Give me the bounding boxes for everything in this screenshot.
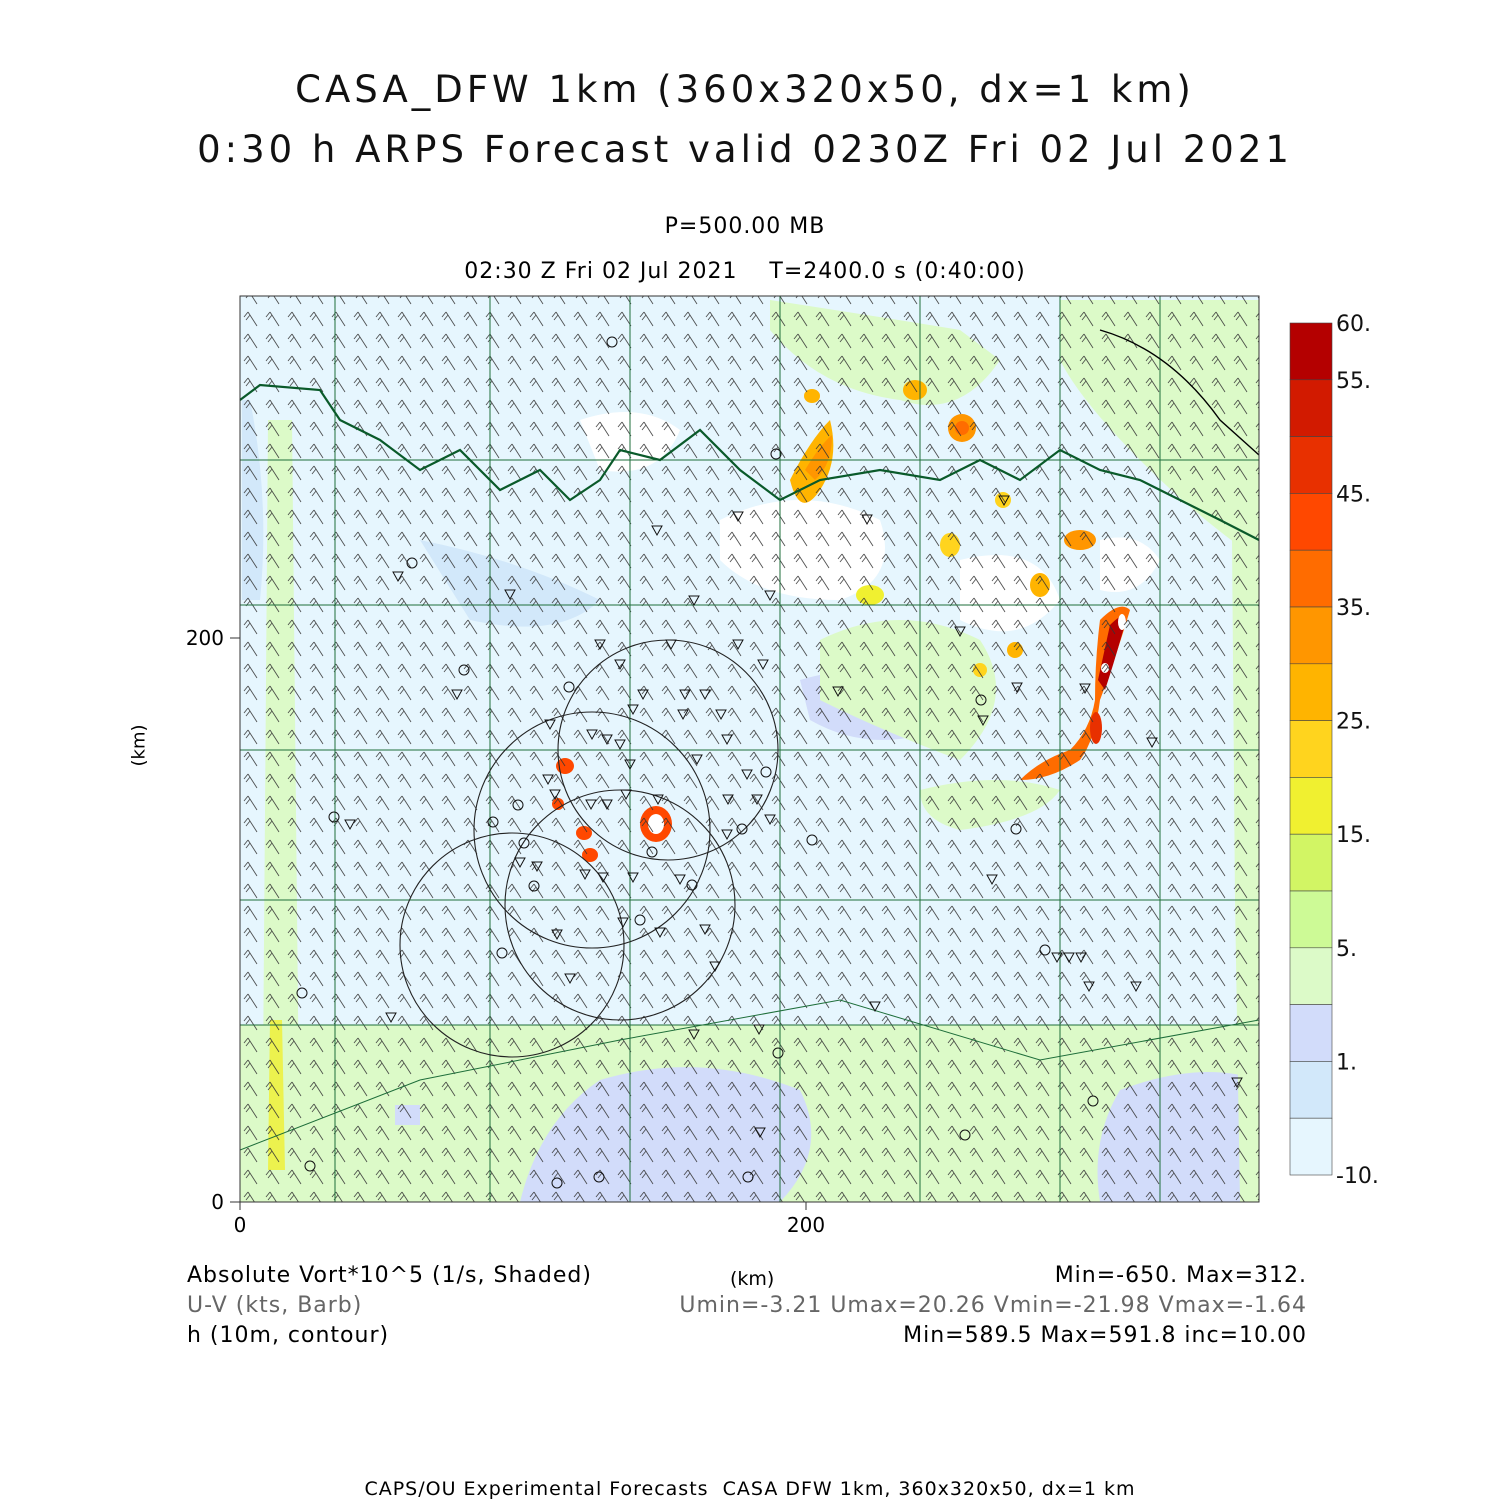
storm-cell-north-core	[805, 435, 832, 480]
vort-lavender-region	[1098, 1072, 1260, 1202]
h-stats: Min=589.5 Max=591.8 inc=10.00	[903, 1323, 1307, 1348]
credit-line: CAPS/OU Experimental Forecasts CASA DFW 1km, 360x320x50, dx=1 km	[364, 1478, 1136, 1500]
storm-cell	[973, 663, 987, 677]
dfw-cell	[576, 826, 592, 840]
state-boundary	[240, 385, 1259, 540]
vort-yellow-strip	[268, 1020, 285, 1170]
vort-green-strip	[262, 420, 300, 1202]
valid-time-label: 02:30 Z Fri 02 Jul 2021 T=2400.0 s (0:40:00)	[464, 259, 1026, 284]
storm-cell	[995, 492, 1011, 508]
uv-stats: Umin=-3.21 Umax=20.26 Vmin=-21.98 Vmax=-1.64	[679, 1293, 1307, 1318]
vort-white-region	[720, 500, 885, 600]
vort-green-region	[820, 620, 996, 760]
vort-stats: Min=-650. Max=312.	[1054, 1263, 1307, 1288]
colorbar-swatch	[1290, 550, 1332, 607]
dfw-cell-core	[1118, 614, 1126, 630]
storm-cell-north	[790, 420, 833, 503]
storm-cell	[940, 533, 960, 557]
colorbar-label: 25.	[1336, 709, 1371, 735]
background-shading	[240, 296, 1259, 1202]
colorbar-swatch	[1290, 891, 1332, 948]
colorbar-swatch	[1290, 721, 1332, 778]
chart-subtitle: 0:30 h ARPS Forecast valid 0230Z Fri 02 Jul 2021	[197, 128, 1293, 171]
y-axis-label: (km)	[128, 724, 150, 767]
y-tick-label: 0	[211, 1190, 224, 1214]
squall-core	[1098, 616, 1126, 690]
storm-cells	[552, 380, 1130, 862]
squall-core	[1090, 712, 1102, 744]
colorbar-swatch	[1290, 493, 1332, 550]
vort-white-region	[1100, 538, 1160, 593]
colorbar-swatch	[1290, 1118, 1332, 1175]
vort-white-region	[960, 555, 1060, 631]
wind-barbs-layer	[240, 296, 1259, 1202]
county-boundaries	[240, 296, 1259, 1202]
vort-lavender-region	[520, 1067, 811, 1202]
axis-tick-labels	[186, 626, 825, 1237]
dfw-cell	[582, 848, 598, 862]
storm-cell	[804, 389, 820, 403]
dfw-cell	[552, 798, 564, 810]
vort-light-blue-region	[800, 671, 960, 740]
colorbar-label: 45.	[1336, 482, 1371, 508]
storm-cell	[1007, 642, 1023, 658]
dfw-cell	[640, 806, 672, 842]
colorbar	[1290, 312, 1379, 1189]
colorbar-label: -10.	[1336, 1164, 1379, 1189]
colorbar-swatch	[1290, 607, 1332, 664]
colorbar-label: 35.	[1336, 596, 1371, 621]
colorbar-swatch	[1290, 380, 1332, 437]
field-legend-uv: U-V (kts, Barb)	[187, 1293, 363, 1318]
colorbar-swatch	[1290, 948, 1332, 1005]
storm-cell	[1064, 530, 1096, 550]
colorbar-label: 5.	[1336, 936, 1357, 962]
dfw-cell-core	[648, 814, 664, 834]
colorbar-swatch	[1290, 437, 1332, 494]
dfw-cell-core	[1101, 663, 1109, 673]
storm-cell	[903, 380, 927, 400]
station-markers	[297, 337, 1242, 1188]
vort-green-region	[920, 780, 1060, 830]
pressure-level-label: P=500.00 MB	[664, 214, 826, 239]
vort-light-blue-region	[420, 540, 600, 627]
storm-cell	[1030, 573, 1050, 597]
chart-title: CASA_DFW 1km (360x320x50, dx=1 km)	[295, 68, 1195, 111]
field-legend-h: h (10m, contour)	[187, 1323, 390, 1348]
storm-cell	[948, 414, 976, 442]
vort-lavender-region	[395, 1105, 420, 1125]
plot-frame	[240, 296, 1259, 1202]
vort-green-region	[1230, 300, 1259, 1202]
vort-light-blue-region	[242, 400, 263, 600]
vort-green-region	[770, 300, 1000, 405]
vort-white-region	[580, 412, 680, 472]
colorbar-label: 15.	[1336, 823, 1371, 849]
vort-green-band	[240, 1025, 1259, 1202]
colorbar-swatch	[1290, 1005, 1332, 1062]
x-axis-label: (km)	[730, 1268, 775, 1290]
colorbar-swatch	[1290, 664, 1332, 721]
colorbar-label: 1.	[1336, 1050, 1357, 1076]
colorbar-swatch	[1290, 777, 1332, 834]
dfw-cell	[556, 758, 574, 774]
storm-cell	[955, 421, 969, 435]
colorbar-swatch	[1290, 323, 1332, 380]
colorbar-swatch	[1290, 834, 1332, 891]
x-tick-label: 200	[786, 1213, 826, 1237]
colorbar-swatch	[1290, 1061, 1332, 1118]
field-legend-vort: Absolute Vort*10^5 (1/s, Shaded)	[187, 1263, 592, 1288]
x-tick-label: 0	[233, 1213, 247, 1237]
axis-ticks	[230, 638, 806, 1210]
radar-range-rings	[400, 640, 778, 1057]
squall-line	[1020, 607, 1130, 780]
vort-green-region	[1060, 300, 1259, 560]
state-boundary	[1100, 330, 1259, 455]
colorbar-label: 55.	[1336, 368, 1371, 394]
colorbar-label: 60.	[1336, 312, 1371, 337]
y-tick-label: 200	[185, 626, 224, 650]
vorticity-field	[240, 296, 1259, 1202]
storm-cell	[856, 585, 884, 605]
